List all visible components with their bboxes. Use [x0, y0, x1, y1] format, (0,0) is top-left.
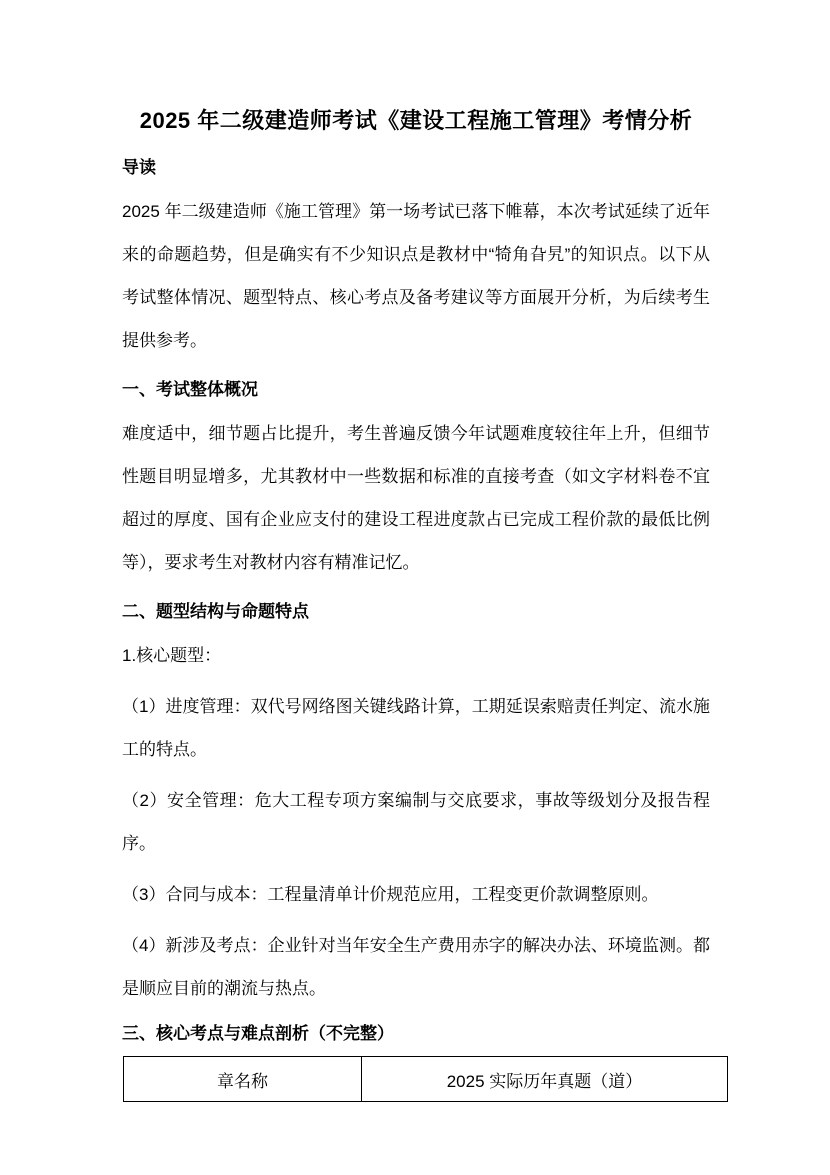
table-header-row — [124, 1057, 728, 1102]
section2-item-4: （4）新涉及考点：企业针对当年安全生产费用赤字的解决办法、环境监测。都是顺应目前的潮流与热点。 — [122, 936, 710, 998]
lead-paragraph: 2025 年二级建造师《施工管理》第一场考试已落下帷幕，本次考试延续了近年来的命题趋势，但是确实有不少知识点是教材中“犄角旮旯”的知识点。以下从考试整体情况、题型特点、核心考点及备考建议等方面展开分析，为后续考生提供参考。 — [122, 202, 710, 350]
section2-item-2: （2）安全管理：危大工程专项方案编制与交底要求，事故等级划分及报告程序。 — [122, 791, 710, 853]
section2-item-1: （1）进度管理：双代号网络图关键线路计算，工期延误索赔责任判定、流水施工的特点。 — [122, 697, 710, 759]
table-header-question-count: 2025 实际历年真题（道） — [362, 1057, 728, 1102]
page-title: 2025 年二级建造师考试《建设工程施工管理》考情分析 — [139, 108, 693, 133]
lead-heading: 导读 — [122, 158, 156, 177]
section1-paragraph: 难度适中，细节题占比提升，考生普遍反馈今年试题难度较往年上升，但细节性题目明显增多，尤其教材中一些数据和标准的直接考查（如文字材料卷不宜超过的厚度、国有企业应支付的建设工程进度款占已完成工程价款的最低比例等），要求考生对教材内容有精准记忆。 — [122, 424, 710, 572]
table-header-chapter: 章名称 — [124, 1057, 362, 1102]
section1-heading: 一、考试整体概况 — [122, 380, 258, 399]
exam-stats-table — [123, 1056, 728, 1102]
section2-item-3: （3）合同与成本：工程量清单计价规范应用，工程变更价款调整原则。 — [122, 885, 659, 904]
section2-heading: 二、题型结构与命题特点 — [122, 602, 309, 621]
section2-intro: 1.核心题型： — [122, 646, 222, 665]
section3-heading: 三、核心考点与难点剖析（不完整） — [122, 1024, 394, 1043]
